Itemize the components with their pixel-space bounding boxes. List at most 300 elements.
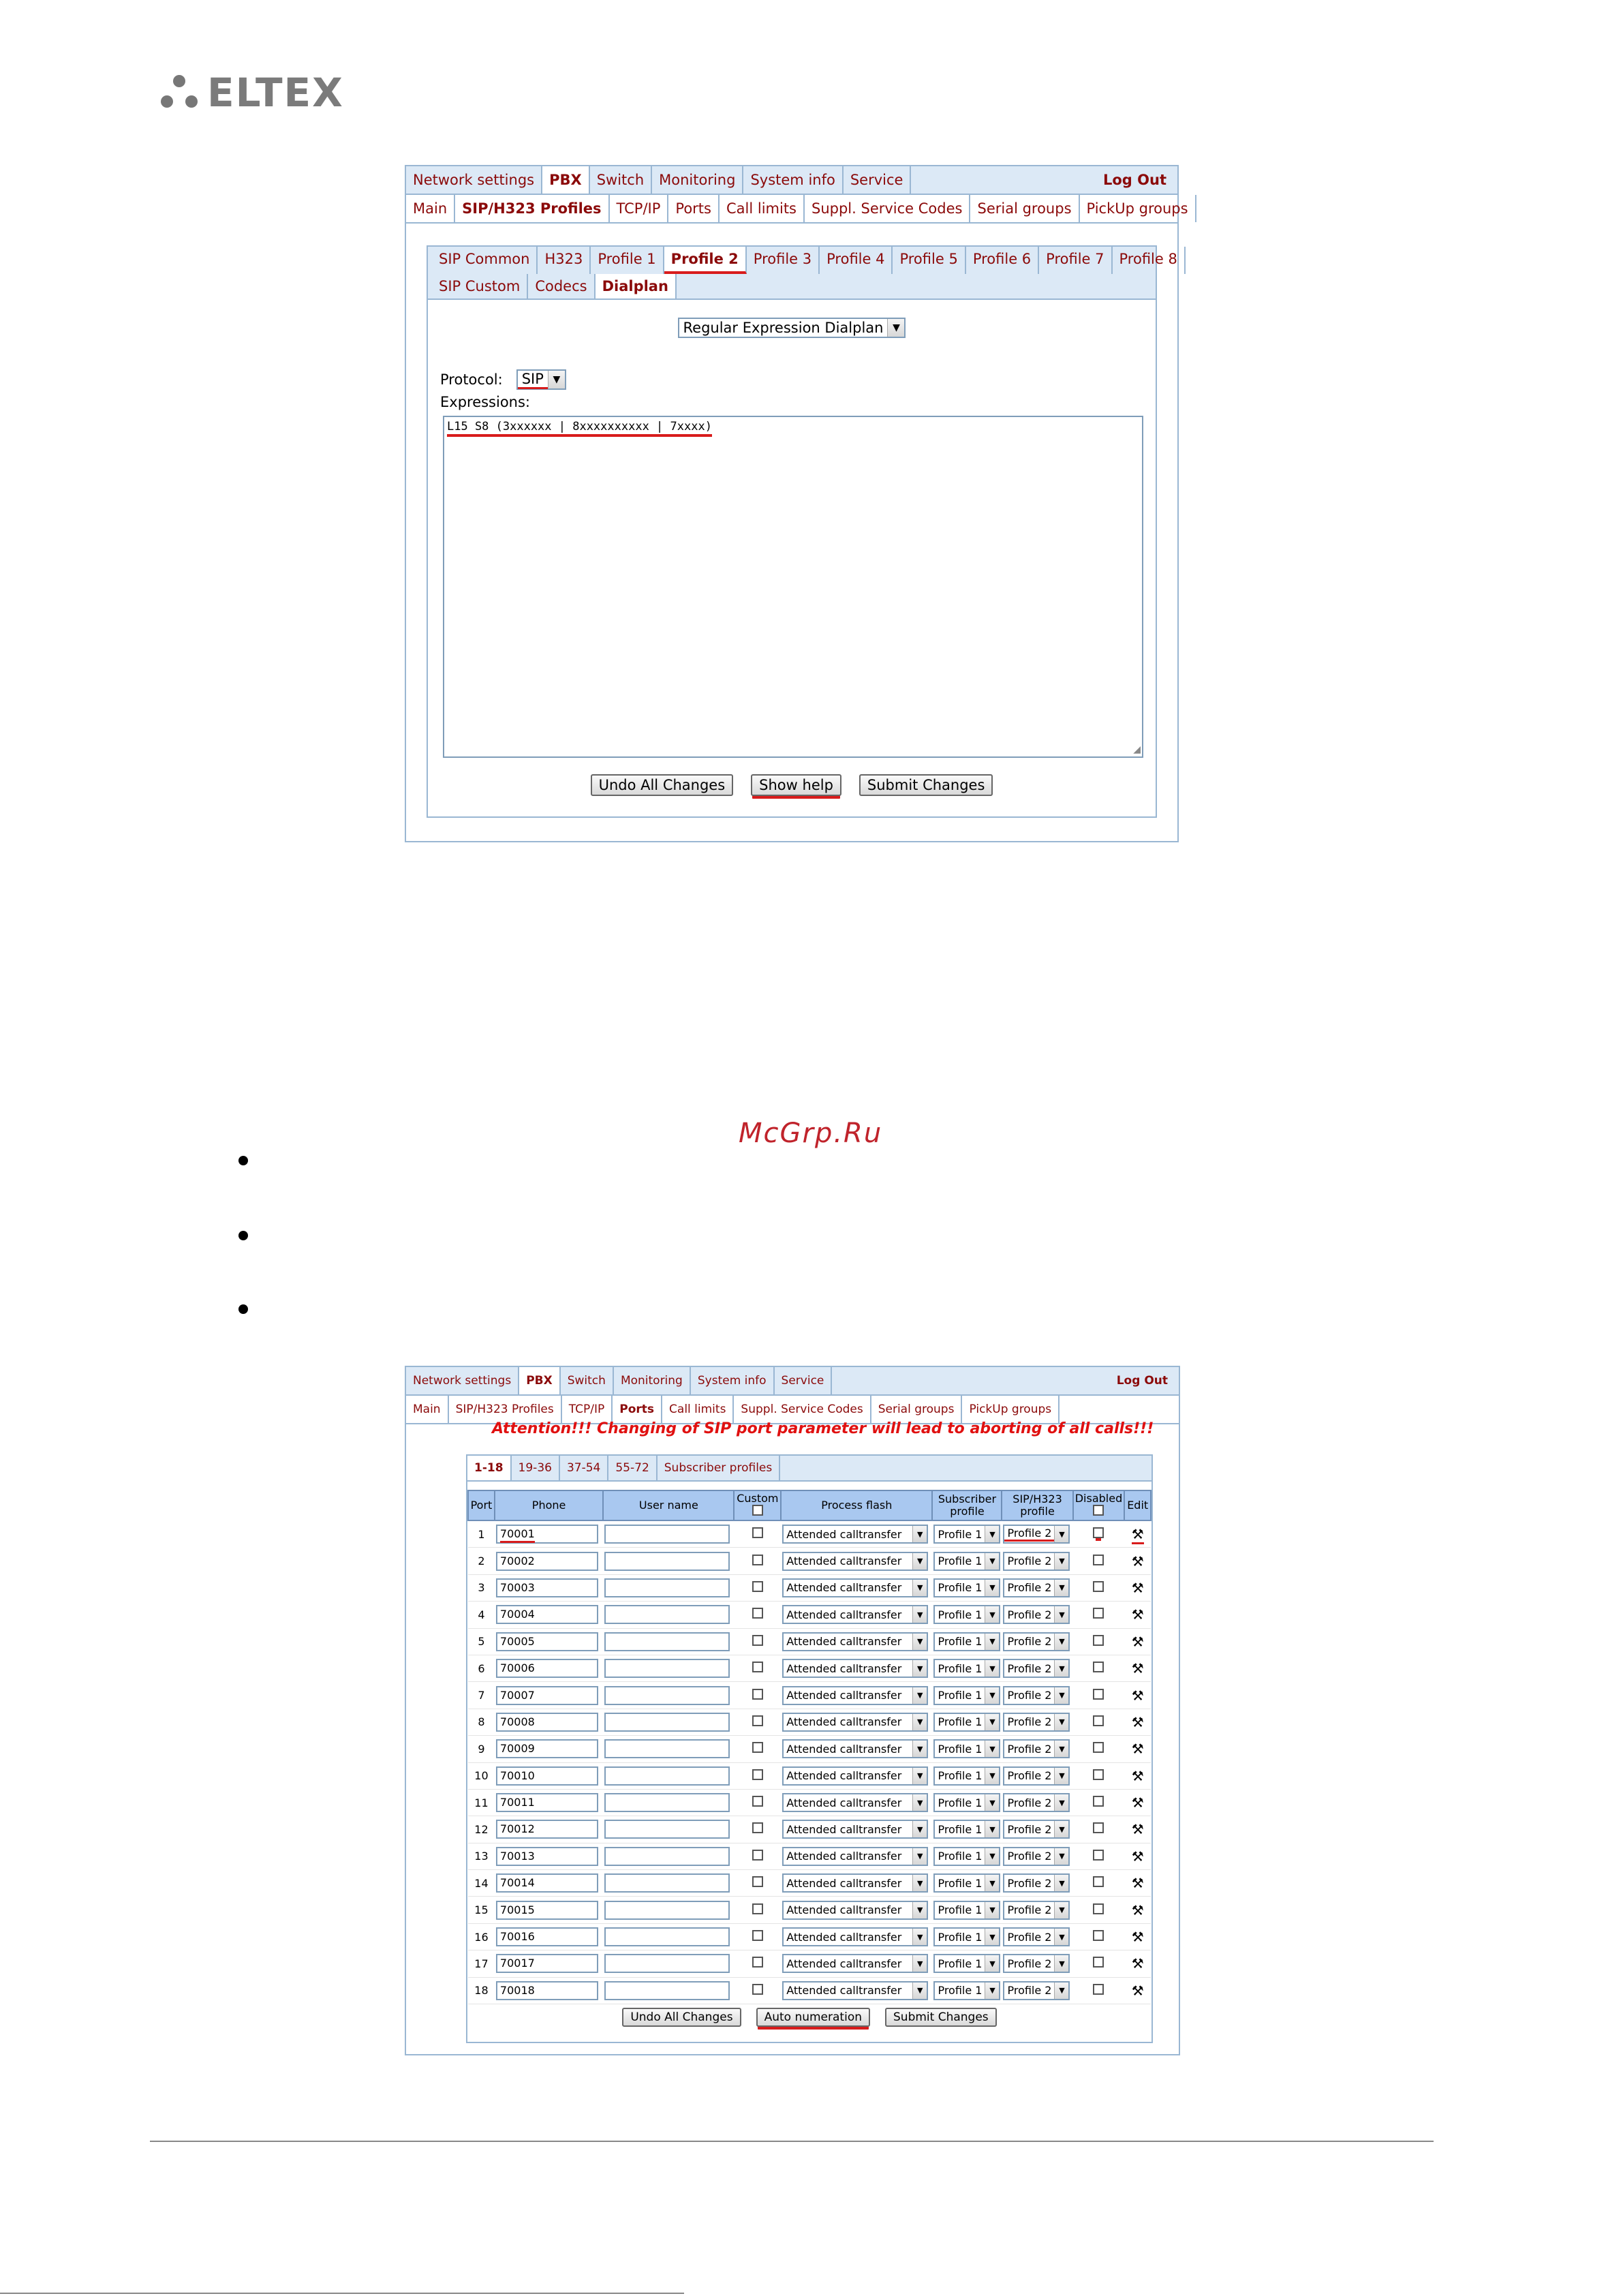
custom-cell	[734, 1520, 781, 1548]
menu-item-service[interactable]: Service	[775, 1367, 833, 1394]
disabled-checkbox[interactable]	[1093, 1662, 1104, 1672]
subscriber-profile-select[interactable]	[933, 1525, 1000, 1544]
custom-checkbox[interactable]	[752, 1662, 763, 1672]
user-name-input[interactable]	[604, 1632, 730, 1651]
subscriber-profile-cell	[932, 1816, 1002, 1843]
subscriber-profile-select[interactable]	[933, 1552, 1000, 1571]
subscriber-profile-select[interactable]	[933, 1981, 1000, 2000]
submenu-item-sip-h323-profiles[interactable]: SIP/H323 Profiles	[449, 1396, 562, 1423]
port-number: 14	[468, 1870, 495, 1897]
chevron-down-icon: ▼	[1054, 1794, 1068, 1811]
port-number: 7	[468, 1682, 495, 1709]
phone-input[interactable]	[496, 1739, 598, 1758]
user-name-input[interactable]	[604, 1793, 730, 1812]
bottom-rule	[0, 2293, 684, 2294]
user-name-cell	[603, 1923, 734, 1950]
phone-input[interactable]	[496, 1981, 598, 2000]
user-name-input[interactable]	[604, 1578, 730, 1597]
user-name-input[interactable]	[604, 1605, 730, 1624]
process-flash-select[interactable]	[782, 1847, 928, 1866]
subscriber-profile-cell	[932, 1602, 1002, 1628]
user-name-input[interactable]	[604, 1659, 730, 1678]
resize-grip-icon[interactable]: ◢	[1133, 744, 1141, 755]
col-sub-label-2: profile	[950, 1505, 985, 1518]
process-flash-select[interactable]	[782, 1927, 928, 1946]
log-out-link[interactable]: Log Out	[1103, 172, 1166, 188]
user-name-input[interactable]	[604, 1847, 730, 1866]
subscriber-profile-cell	[932, 1628, 1002, 1655]
custom-cell	[734, 1762, 781, 1789]
phone-value: 70011	[499, 1796, 535, 1809]
custom-cell	[734, 1950, 781, 1977]
user-name-input[interactable]	[604, 1713, 730, 1732]
tab-ports-subscriber-profiles[interactable]: Subscriber profiles	[658, 1456, 780, 1480]
phone-value: 70006	[499, 1662, 535, 1675]
phone-input[interactable]	[496, 1820, 598, 1839]
subscriber-profile-select[interactable]	[933, 1578, 1000, 1597]
edit-cell	[1124, 1816, 1151, 1843]
submenu-item-tcp-ip[interactable]: TCP/IP	[610, 195, 669, 222]
process-flash-value: Attended calltransfer	[786, 1555, 902, 1568]
edit-tools-icon[interactable]: ⚒	[1131, 1794, 1144, 1811]
custom-checkbox[interactable]	[752, 1984, 763, 1995]
subscriber-profile-select[interactable]	[933, 1766, 1000, 1786]
sip-profile-select[interactable]	[1003, 1659, 1070, 1678]
custom-checkbox[interactable]	[752, 1769, 763, 1780]
process-flash-select[interactable]	[782, 1525, 928, 1544]
sip-profile-select[interactable]	[1003, 1632, 1070, 1651]
subscriber-profile-cell	[932, 1682, 1002, 1709]
expressions-value: L15 S8 (3xxxxxx | 8xxxxxxxxxx | 7xxxx)	[447, 420, 712, 437]
tab-ports-19-36[interactable]: 19-36	[512, 1456, 560, 1480]
sip-profile-select[interactable]	[1003, 1766, 1070, 1786]
chevron-down-icon: ▼	[1054, 1875, 1068, 1891]
disabled-checkbox[interactable]	[1093, 1608, 1104, 1619]
sip-profile-select[interactable]	[1003, 1578, 1070, 1597]
custom-cell	[734, 1870, 781, 1897]
process-flash-select[interactable]	[782, 1901, 928, 1920]
custom-checkbox[interactable]	[752, 1742, 763, 1753]
subscriber-profile-cell	[932, 1843, 1002, 1869]
sip-profile-select[interactable]	[1003, 1525, 1070, 1544]
phone-input[interactable]	[496, 1525, 598, 1544]
phone-input[interactable]	[496, 1578, 598, 1597]
disabled-checkbox[interactable]	[1093, 1581, 1104, 1592]
custom-checkbox[interactable]	[752, 1555, 763, 1565]
custom-cell	[734, 1897, 781, 1923]
menu-item-system-info[interactable]: System info	[743, 166, 843, 194]
phone-input[interactable]	[496, 1873, 598, 1893]
subscriber-profile-cell	[932, 1762, 1002, 1789]
port-number: 16	[468, 1923, 495, 1950]
user-name-input[interactable]	[604, 1927, 730, 1946]
custom-cell	[734, 1602, 781, 1628]
tab-profile-7[interactable]: Profile 7	[1039, 247, 1112, 274]
dialplan-type-row	[428, 318, 1156, 338]
subscriber-profile-select[interactable]	[933, 1793, 1000, 1812]
phone-input[interactable]	[496, 1766, 598, 1786]
sip-profile-value: Profile 2	[1007, 1689, 1052, 1702]
disabled-checkbox[interactable]	[1093, 1822, 1104, 1833]
protocol-select[interactable]	[516, 369, 566, 390]
user-name-input[interactable]	[604, 1766, 730, 1786]
chevron-down-icon: ▼	[1054, 1606, 1068, 1623]
profile-inner-tabs	[428, 274, 1156, 300]
phone-value: 70002	[499, 1554, 535, 1567]
process-flash-cell	[781, 1843, 932, 1869]
menu-item-pbx[interactable]: PBX	[519, 1367, 561, 1394]
tab-ports-37-54[interactable]: 37-54	[560, 1456, 608, 1480]
menu-item-network-settings[interactable]: Network settings	[406, 166, 542, 194]
subscriber-profile-select[interactable]	[933, 1686, 1000, 1705]
user-name-cell	[603, 1628, 734, 1655]
user-name-input[interactable]	[604, 1739, 730, 1758]
subscriber-profile-select[interactable]	[933, 1847, 1000, 1866]
tab-sip-custom[interactable]: SIP Custom	[432, 274, 528, 299]
phone-input[interactable]	[496, 1659, 598, 1678]
process-flash-select[interactable]	[782, 1954, 928, 1973]
process-flash-select[interactable]	[782, 1820, 928, 1839]
disabled-all-checkbox[interactable]	[1093, 1505, 1104, 1516]
process-flash-value: Attended calltransfer	[786, 1635, 902, 1649]
tab-ports-55-72[interactable]: 55-72	[608, 1456, 657, 1480]
phone-cell	[495, 1977, 603, 2004]
edit-tools-icon[interactable]: ⚒	[1131, 1848, 1144, 1865]
submenu-item-main[interactable]: Main	[406, 1396, 449, 1423]
subscriber-profile-select[interactable]	[933, 1739, 1000, 1758]
phone-cell	[495, 1950, 603, 1977]
phone-input[interactable]	[496, 1954, 598, 1973]
sip-profile-select[interactable]	[1003, 1901, 1070, 1920]
sip-profile-cell	[1002, 1977, 1072, 2004]
disabled-cell	[1073, 1762, 1125, 1789]
subscriber-profile-select[interactable]	[933, 1659, 1000, 1678]
sip-profile-select[interactable]	[1003, 1713, 1070, 1732]
expressions-textarea[interactable]	[443, 416, 1143, 758]
port-number: 4	[468, 1602, 495, 1628]
disabled-checkbox[interactable]	[1093, 1742, 1104, 1753]
subscriber-profile-select[interactable]	[933, 1713, 1000, 1732]
undo-all-changes-button[interactable]: Undo All Changes	[591, 774, 734, 796]
disabled-checkbox[interactable]	[1093, 1850, 1104, 1861]
subscriber-profile-value: Profile 1	[938, 1822, 983, 1836]
submenu-item-sip-h323-profiles[interactable]: SIP/H323 Profiles	[455, 195, 609, 222]
tab-ports-1-18[interactable]: 1-18	[467, 1456, 512, 1480]
submenu-item-serial-groups[interactable]: Serial groups	[970, 195, 1079, 222]
edit-tools-icon[interactable]: ⚒	[1131, 1713, 1144, 1730]
process-flash-value: Attended calltransfer	[786, 1715, 902, 1729]
edit-cell	[1124, 1923, 1151, 1950]
sip-profile-select[interactable]	[1003, 1954, 1070, 1973]
chevron-down-icon: ▼	[1054, 1902, 1068, 1918]
edit-tools-icon[interactable]: ⚒	[1131, 1741, 1144, 1758]
tab-codecs[interactable]: Codecs	[528, 274, 595, 299]
sip-profile-select[interactable]	[1003, 1605, 1070, 1624]
edit-tools-icon[interactable]: ⚒	[1132, 1526, 1144, 1544]
disabled-cell	[1073, 1816, 1125, 1843]
edit-tools-icon[interactable]: ⚒	[1131, 1579, 1144, 1596]
subscriber-profile-value: Profile 1	[938, 1689, 983, 1702]
edit-tools-icon[interactable]: ⚒	[1131, 1633, 1144, 1650]
subscriber-profile-select[interactable]	[933, 1605, 1000, 1624]
logo-text: ELTEX	[207, 70, 344, 116]
process-flash-select[interactable]	[782, 1713, 928, 1732]
chevron-down-icon: ▼	[548, 371, 565, 388]
custom-checkbox[interactable]	[752, 1850, 763, 1861]
process-flash-select[interactable]	[782, 1766, 928, 1786]
disabled-checkbox[interactable]	[1093, 1527, 1104, 1538]
chevron-down-icon: ▼	[985, 1580, 999, 1596]
sip-profile-cell	[1002, 1602, 1072, 1628]
disabled-checkbox[interactable]	[1093, 1984, 1104, 1995]
chevron-down-icon: ▼	[985, 1821, 999, 1837]
phone-cell	[495, 1709, 603, 1735]
phone-input[interactable]	[496, 1847, 598, 1866]
menu-item-pbx[interactable]: PBX	[542, 166, 590, 194]
phone-input[interactable]	[496, 1713, 598, 1732]
menu-item-monitoring[interactable]: Monitoring	[652, 166, 743, 194]
edit-tools-icon[interactable]: ⚒	[1131, 1767, 1144, 1784]
disabled-checkbox[interactable]	[1093, 1555, 1104, 1565]
user-name-input[interactable]	[604, 1525, 730, 1544]
phone-input[interactable]	[496, 1901, 598, 1920]
process-flash-select[interactable]	[782, 1578, 928, 1597]
chevron-down-icon: ▼	[912, 1634, 927, 1650]
disabled-checkbox[interactable]	[1093, 1689, 1104, 1700]
subscriber-profile-select[interactable]	[933, 1873, 1000, 1893]
custom-checkbox[interactable]	[752, 1796, 763, 1807]
process-flash-cell	[781, 1602, 932, 1628]
edit-tools-icon[interactable]: ⚒	[1131, 1687, 1144, 1704]
chevron-down-icon: ▼	[912, 1526, 927, 1542]
user-name-input[interactable]	[604, 1901, 730, 1920]
submenu-item-call-limits[interactable]: Call limits	[720, 195, 805, 222]
phone-input[interactable]	[496, 1605, 598, 1624]
disabled-checkbox[interactable]	[1093, 1769, 1104, 1780]
process-flash-select[interactable]	[782, 1605, 928, 1624]
phone-value: 70004	[499, 1608, 535, 1621]
auto-numeration-button[interactable]: Auto numeration	[756, 2008, 870, 2027]
subscriber-profile-select[interactable]	[933, 1927, 1000, 1946]
edit-tools-icon[interactable]: ⚒	[1131, 1660, 1144, 1677]
tab-profile-1[interactable]: Profile 1	[591, 247, 664, 274]
custom-checkbox[interactable]	[752, 1876, 763, 1887]
sip-profile-cell	[1002, 1870, 1072, 1897]
process-flash-select[interactable]	[782, 1873, 928, 1893]
tab-profile-5[interactable]: Profile 5	[893, 247, 965, 274]
custom-checkbox[interactable]	[752, 1635, 763, 1646]
undo-all-changes-button[interactable]: Undo All Changes	[622, 2008, 741, 2027]
tab-profile-2[interactable]: Profile 2	[664, 247, 747, 274]
tab-h323[interactable]: H323	[538, 247, 591, 274]
chevron-down-icon: ▼	[1054, 1848, 1068, 1865]
custom-cell	[734, 1923, 781, 1950]
eltex-logo	[161, 70, 344, 116]
process-flash-select[interactable]	[782, 1632, 928, 1651]
edit-tools-icon[interactable]: ⚒	[1131, 1821, 1144, 1838]
custom-checkbox[interactable]	[752, 1608, 763, 1619]
disabled-checkbox[interactable]	[1093, 1876, 1104, 1887]
disabled-checkbox[interactable]	[1093, 1715, 1104, 1726]
phone-input[interactable]	[496, 1552, 598, 1571]
disabled-checkbox[interactable]	[1093, 1796, 1104, 1807]
phone-input[interactable]	[496, 1686, 598, 1705]
phone-input[interactable]	[496, 1927, 598, 1946]
user-name-input[interactable]	[604, 1686, 730, 1705]
disabled-cell	[1073, 1602, 1125, 1628]
submenu-item-ports[interactable]: Ports	[668, 195, 720, 222]
edit-tools-icon[interactable]: ⚒	[1131, 1929, 1144, 1946]
menu-item-service[interactable]: Service	[844, 166, 912, 194]
chevron-down-icon: ▼	[1054, 1553, 1068, 1570]
tab-dialplan[interactable]: Dialplan	[596, 274, 677, 299]
tab-profile-4[interactable]: Profile 4	[820, 247, 893, 274]
disabled-checkbox[interactable]	[1093, 1903, 1104, 1914]
submenu-item-ports[interactable]: Ports	[613, 1396, 662, 1423]
subscriber-profile-select[interactable]	[933, 1632, 1000, 1651]
phone-input[interactable]	[496, 1632, 598, 1651]
custom-checkbox[interactable]	[752, 1581, 763, 1592]
disabled-checkbox[interactable]	[1093, 1957, 1104, 1968]
user-name-input[interactable]	[604, 1954, 730, 1973]
user-name-cell	[603, 1897, 734, 1923]
user-name-input[interactable]	[604, 1873, 730, 1893]
sip-profile-value: Profile 2	[1007, 1984, 1052, 1997]
phone-value: 70014	[499, 1876, 535, 1890]
custom-all-checkbox[interactable]	[752, 1505, 763, 1516]
submenu-item-suppl-service-codes[interactable]: Suppl. Service Codes	[734, 1396, 871, 1423]
submenu-item-main[interactable]: Main	[406, 195, 455, 222]
sip-profile-cell	[1002, 1789, 1072, 1816]
port-number: 3	[468, 1574, 495, 1601]
custom-checkbox[interactable]	[752, 1527, 763, 1538]
submit-changes-button[interactable]: Submit Changes	[859, 774, 993, 796]
disabled-checkbox[interactable]	[1093, 1635, 1104, 1646]
subscriber-profile-value: Profile 1	[938, 1903, 983, 1917]
edit-tools-icon[interactable]: ⚒	[1131, 1606, 1144, 1623]
sip-profile-select[interactable]	[1003, 1739, 1070, 1758]
sip-profile-select[interactable]	[1003, 1552, 1070, 1571]
edit-tools-icon[interactable]: ⚒	[1131, 1552, 1144, 1570]
sip-profile-value: Profile 2	[1007, 1715, 1052, 1729]
sip-profile-select[interactable]	[1003, 1820, 1070, 1839]
process-flash-select[interactable]	[782, 1659, 928, 1678]
process-flash-cell	[781, 1977, 932, 2004]
port-number: 6	[468, 1655, 495, 1681]
sip-profile-select[interactable]	[1003, 1847, 1070, 1866]
chevron-down-icon: ▼	[985, 1741, 999, 1757]
process-flash-select[interactable]	[782, 1981, 928, 2000]
user-name-cell	[603, 1709, 734, 1735]
sip-profile-select[interactable]	[1003, 1873, 1070, 1893]
phone-value: 70007	[499, 1688, 535, 1702]
menu-item-system-info[interactable]: System info	[691, 1367, 775, 1394]
tab-profile-3[interactable]: Profile 3	[747, 247, 820, 274]
dialplan-type-select[interactable]	[678, 318, 906, 338]
subscriber-profile-select[interactable]	[933, 1901, 1000, 1920]
col-phone: Phone	[495, 1490, 603, 1520]
user-name-input[interactable]	[604, 1552, 730, 1571]
log-out-link[interactable]: Log Out	[1116, 1374, 1168, 1388]
footer-rule	[150, 2141, 1434, 2142]
user-name-input[interactable]	[604, 1820, 730, 1839]
main-menu	[406, 1367, 1179, 1394]
process-flash-select[interactable]	[782, 1552, 928, 1571]
custom-checkbox[interactable]	[752, 1930, 763, 1941]
sip-profile-select[interactable]	[1003, 1927, 1070, 1946]
show-help-button[interactable]: Show help	[751, 774, 841, 796]
custom-checkbox[interactable]	[752, 1715, 763, 1726]
edit-tools-icon[interactable]: ⚒	[1131, 1875, 1144, 1892]
chevron-down-icon: ▼	[912, 1768, 927, 1784]
port-number: 10	[468, 1762, 495, 1789]
profile-tabs	[428, 247, 1177, 275]
sip-profile-select[interactable]	[1003, 1686, 1070, 1705]
custom-cell	[734, 1682, 781, 1709]
menu-item-monitoring[interactable]: Monitoring	[614, 1367, 691, 1394]
subscriber-profile-value: Profile 1	[938, 1930, 983, 1944]
submenu-item-suppl-service-codes[interactable]: Suppl. Service Codes	[805, 195, 970, 222]
process-flash-cell	[781, 1736, 932, 1762]
submenu-item-serial-groups[interactable]: Serial groups	[871, 1396, 963, 1423]
chevron-down-icon: ▼	[912, 1660, 927, 1677]
tab-sip-common[interactable]: SIP Common	[432, 247, 538, 274]
menu-item-switch[interactable]: Switch	[590, 166, 652, 194]
sip-profile-select[interactable]	[1003, 1793, 1070, 1812]
custom-checkbox[interactable]	[752, 1957, 763, 1968]
ports-screenshot	[405, 1366, 1180, 2055]
submenu-item-pickup-groups[interactable]: PickUp groups	[1080, 195, 1196, 222]
phone-cell	[495, 1520, 603, 1548]
user-name-cell	[603, 1950, 734, 1977]
edit-tools-icon[interactable]: ⚒	[1131, 1982, 1144, 1999]
process-flash-select[interactable]	[782, 1686, 928, 1705]
process-flash-select[interactable]	[782, 1793, 928, 1812]
menu-item-network-settings[interactable]: Network settings	[406, 1367, 519, 1394]
table-row	[468, 1574, 1151, 1601]
user-name-input[interactable]	[604, 1981, 730, 2000]
process-flash-select[interactable]	[782, 1739, 928, 1758]
tab-profile-8[interactable]: Profile 8	[1113, 247, 1186, 274]
chevron-down-icon: ▼	[912, 1741, 927, 1757]
custom-checkbox[interactable]	[752, 1903, 763, 1914]
phone-value: 70015	[499, 1903, 535, 1916]
chevron-down-icon: ▼	[985, 1553, 999, 1570]
sip-profile-select[interactable]	[1003, 1981, 1070, 2000]
tab-profile-6[interactable]: Profile 6	[966, 247, 1039, 274]
edit-cell	[1124, 1762, 1151, 1789]
edit-tools-icon[interactable]: ⚒	[1131, 1955, 1144, 1972]
custom-checkbox[interactable]	[752, 1822, 763, 1833]
submenu-item-tcp-ip[interactable]: TCP/IP	[562, 1396, 613, 1423]
phone-input[interactable]	[496, 1793, 598, 1812]
table-row	[468, 1762, 1151, 1789]
process-flash-value: Attended calltransfer	[786, 1850, 902, 1863]
edit-tools-icon[interactable]: ⚒	[1131, 1901, 1144, 1918]
subscriber-profile-select[interactable]	[933, 1820, 1000, 1839]
submit-changes-button[interactable]: Submit Changes	[885, 2008, 997, 2027]
disabled-checkbox[interactable]	[1093, 1930, 1104, 1941]
subscriber-profile-select[interactable]	[933, 1954, 1000, 1973]
menu-item-switch[interactable]: Switch	[561, 1367, 614, 1394]
custom-checkbox[interactable]	[752, 1689, 763, 1700]
edit-cell	[1124, 1655, 1151, 1681]
sip-profile-value: Profile 2	[1007, 1608, 1052, 1621]
user-name-cell	[603, 1548, 734, 1574]
submenu-item-pickup-groups[interactable]: PickUp groups	[962, 1396, 1060, 1423]
submenu-item-call-limits[interactable]: Call limits	[662, 1396, 734, 1423]
process-flash-value: Attended calltransfer	[786, 1876, 902, 1890]
